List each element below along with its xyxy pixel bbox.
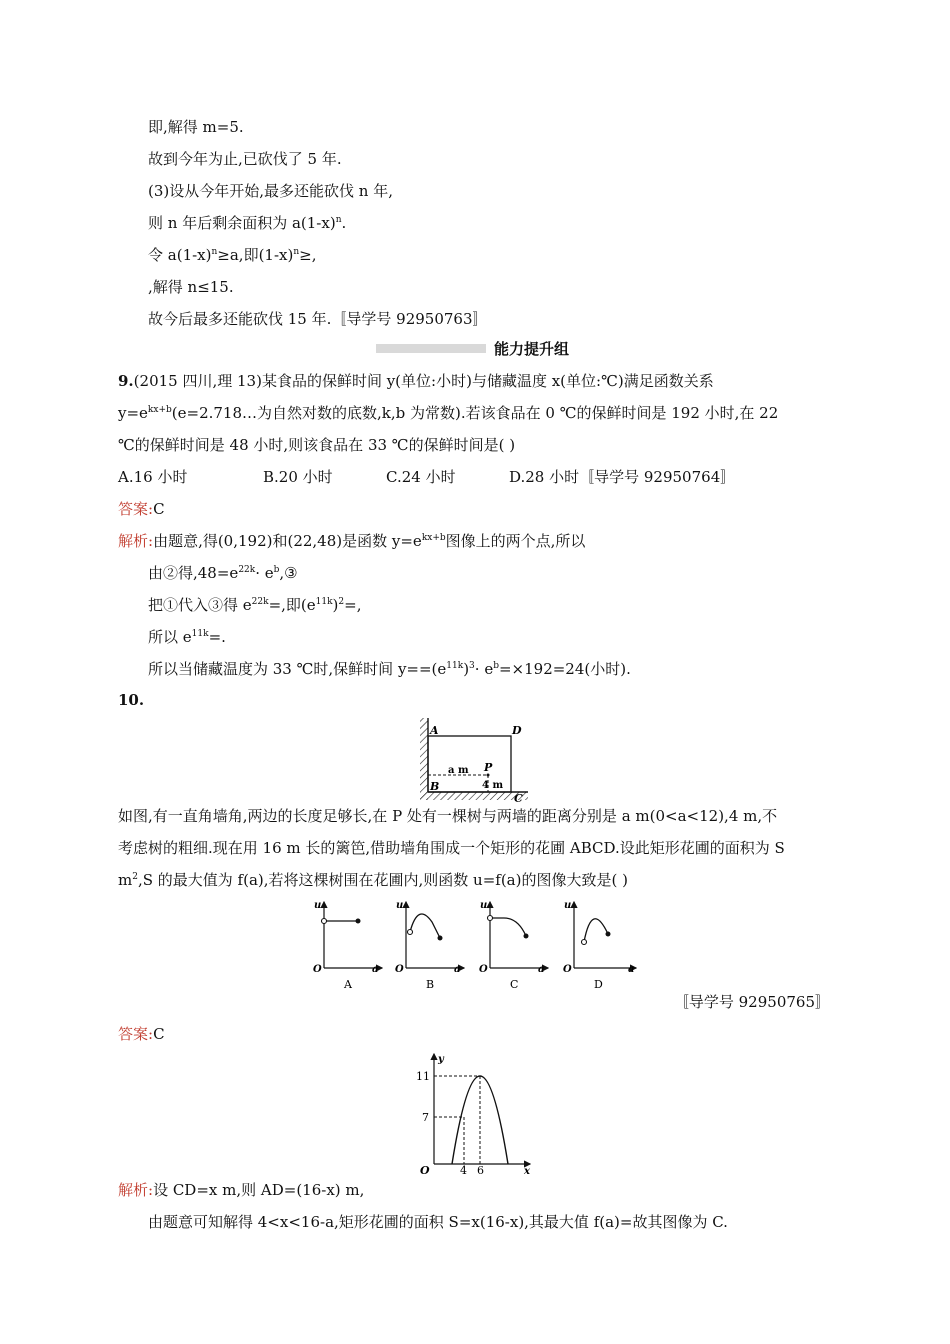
superscript: kx+b bbox=[147, 405, 172, 415]
analysis-line bbox=[118, 1180, 364, 1200]
graph-a bbox=[313, 900, 382, 991]
text-line: ,解得 n≤15. bbox=[148, 278, 234, 296]
origin-label: O bbox=[395, 964, 404, 975]
superscript: 11k bbox=[446, 661, 464, 671]
text: 由②得,48=e bbox=[148, 564, 239, 582]
text-line: 即,解得 m=5. bbox=[148, 118, 244, 136]
wall-left-hatch bbox=[420, 718, 428, 800]
question-number: 9. bbox=[118, 372, 134, 390]
section-bar bbox=[376, 344, 486, 353]
text: 所以当储藏温度为 33 ℃时,保鲜时间 y==(e bbox=[148, 660, 447, 678]
axis-label-a: a bbox=[454, 964, 461, 975]
superscript: 22k bbox=[238, 565, 256, 575]
closed-point bbox=[356, 919, 361, 924]
label-C: C bbox=[514, 792, 523, 802]
analysis-line bbox=[148, 659, 631, 679]
open-point bbox=[408, 930, 413, 935]
graph-d bbox=[563, 900, 636, 991]
superscript: 11k bbox=[191, 629, 209, 639]
superscript: kx+b bbox=[421, 533, 446, 543]
text: =, bbox=[344, 596, 362, 614]
axis-label-a: a bbox=[538, 964, 545, 975]
axis-label-u: u bbox=[480, 900, 488, 911]
origin-label: O bbox=[313, 964, 322, 975]
text: ≥a,即(1-x) bbox=[217, 246, 294, 264]
analysis-label: 解析: bbox=[118, 1181, 154, 1199]
question-9-line bbox=[118, 403, 778, 423]
wall-bottom-hatch bbox=[420, 792, 528, 800]
closed-point bbox=[438, 936, 443, 941]
tick-label-4: 4 bbox=[460, 1164, 467, 1177]
open-point bbox=[322, 919, 327, 924]
superscript: b bbox=[273, 565, 280, 575]
label-D: D bbox=[512, 724, 522, 737]
answer-value: C bbox=[153, 1025, 165, 1043]
answer-line bbox=[118, 499, 165, 519]
axis-label-x: x bbox=[524, 1166, 530, 1177]
question-10-line: 考虑树的粗细.现在用 16 m 长的篱笆,借助墙角围成一个矩形的花圃 ABCD.设此矩形花圃的面积为 S bbox=[118, 839, 785, 857]
superscript: n bbox=[293, 247, 300, 257]
text: ) bbox=[332, 596, 339, 614]
question-10-line: 如图,有一直角墙角,两边的长度足够长,在 P 处有一棵树与两墙的距离分别是 a m(0<a<12),4 m,不 bbox=[118, 807, 778, 825]
section-title: 能力提升组 bbox=[494, 340, 570, 358]
closed-point bbox=[524, 934, 529, 939]
label-B: B bbox=[430, 780, 440, 793]
origin-label: O bbox=[479, 964, 488, 975]
text: 把①代入③得 e bbox=[148, 596, 252, 614]
superscript: 2 bbox=[338, 597, 345, 607]
origin-label: O bbox=[563, 964, 572, 975]
tick-label-7: 7 bbox=[422, 1111, 429, 1124]
analysis-line bbox=[118, 531, 585, 551]
question-10-line bbox=[118, 870, 628, 890]
solution-plot bbox=[410, 1050, 540, 1180]
reference-number: 〚导学号 92950765〛 bbox=[673, 993, 830, 1011]
analysis-line bbox=[148, 595, 361, 615]
text: · e bbox=[255, 564, 274, 582]
question-number: 10. bbox=[118, 691, 145, 709]
text: 令 a(1-x) bbox=[148, 246, 212, 264]
analysis-label: 解析: bbox=[118, 532, 154, 550]
answer-line bbox=[118, 1024, 165, 1044]
origin-label: O bbox=[420, 1164, 430, 1177]
superscript: 3 bbox=[469, 661, 475, 671]
graph-c bbox=[479, 900, 548, 991]
text: 由题意,得(0,192)和(22,48)是函数 y=e bbox=[153, 532, 422, 550]
label-A: A bbox=[430, 724, 439, 737]
axis-label-a: a bbox=[372, 964, 379, 975]
text-line bbox=[148, 245, 317, 265]
open-point bbox=[582, 940, 587, 945]
curve bbox=[410, 914, 440, 938]
text: ,③ bbox=[279, 564, 298, 582]
text: 图像上的两个点,所以 bbox=[445, 532, 586, 550]
analysis-line: 由题意可知解得 4<x<16-a,矩形花圃的面积 S=x(16-x),其最大值 f(a)=故其图像为 C. bbox=[148, 1213, 728, 1231]
graph-label: D bbox=[594, 978, 603, 991]
text: =,即(e bbox=[268, 596, 316, 614]
text: (e=2.718…为自然对数的底数,k,b 为常数).若该食品在 0 ℃的保鲜时间是 192 小时,在 22 bbox=[171, 404, 779, 422]
answer-label: 答案: bbox=[118, 500, 154, 518]
analysis-line bbox=[148, 627, 226, 647]
axis-label-u: u bbox=[396, 900, 404, 911]
option-d: D.28 小时〚导学号 92950764〛 bbox=[509, 468, 736, 486]
superscript: n bbox=[335, 215, 342, 225]
answer-label: 答案: bbox=[118, 1025, 154, 1043]
label-P: P bbox=[484, 761, 493, 774]
graph-label: A bbox=[344, 978, 352, 991]
text: =. bbox=[208, 628, 226, 646]
superscript: 22k bbox=[251, 597, 269, 607]
axis-label-a: a bbox=[628, 964, 635, 975]
text: . bbox=[341, 214, 347, 232]
tick-label-11: 11 bbox=[416, 1070, 430, 1083]
text: ,S 的最大值为 f(a),若将这棵树围在花圃内,则函数 u=f(a)的图像大致是( ) bbox=[137, 871, 628, 889]
open-point bbox=[488, 916, 493, 921]
text-line: 故今后最多还能砍伐 15 年.〚导学号 92950763〛 bbox=[148, 310, 488, 328]
text: 所以 e bbox=[148, 628, 192, 646]
option-graphs bbox=[306, 896, 646, 996]
graph-label: C bbox=[510, 978, 519, 991]
option-c: C.24 小时 bbox=[386, 468, 456, 486]
text-line bbox=[148, 213, 346, 233]
text: m bbox=[118, 871, 133, 889]
label-4-m: 4 m bbox=[482, 780, 504, 791]
text: =×192=24(小时). bbox=[498, 660, 631, 678]
curve bbox=[490, 918, 526, 936]
axis-label-u: u bbox=[314, 900, 322, 911]
label-a-m: a m bbox=[448, 765, 469, 776]
closed-point bbox=[606, 932, 611, 937]
text-line: 故到今年为止,已砍伐了 5 年. bbox=[148, 150, 342, 168]
text: 则 n 年后剩余面积为 a(1-x) bbox=[148, 214, 336, 232]
answer-value: C bbox=[153, 500, 165, 518]
text: · e bbox=[474, 660, 494, 678]
tick-label-6: 6 bbox=[477, 1164, 484, 1177]
graph-label: B bbox=[426, 978, 435, 991]
analysis-line bbox=[148, 563, 298, 583]
option-a: A.16 小时 bbox=[118, 468, 188, 486]
option-b: B.20 小时 bbox=[263, 468, 333, 486]
superscript: 2 bbox=[132, 872, 138, 882]
parabola bbox=[452, 1076, 508, 1164]
axis-label-u: u bbox=[564, 900, 572, 911]
superscript: n bbox=[211, 247, 218, 257]
question-9-line bbox=[118, 371, 714, 391]
axis-label-y: y bbox=[438, 1054, 444, 1065]
question-9-line: ℃的保鲜时间是 48 小时,则该食品在 33 ℃的保鲜时间是( ) bbox=[118, 436, 516, 454]
text: (2015 四川,理 13)某食品的保鲜时间 y(单位:小时)与储藏温度 x(单位:℃)满足函数关系 bbox=[133, 372, 714, 390]
text: y=e bbox=[118, 404, 148, 422]
text: ) bbox=[463, 660, 470, 678]
wall-corner-figure bbox=[418, 716, 530, 802]
graph-b bbox=[395, 900, 464, 991]
text-line: (3)设从今年开始,最多还能砍伐 n 年, bbox=[148, 182, 393, 200]
text: 设 CD=x m,则 AD=(16-x) m, bbox=[153, 1181, 365, 1199]
text: ≥, bbox=[299, 246, 317, 264]
curve bbox=[584, 919, 608, 942]
superscript: 11k bbox=[315, 597, 333, 607]
superscript: b bbox=[493, 661, 499, 671]
